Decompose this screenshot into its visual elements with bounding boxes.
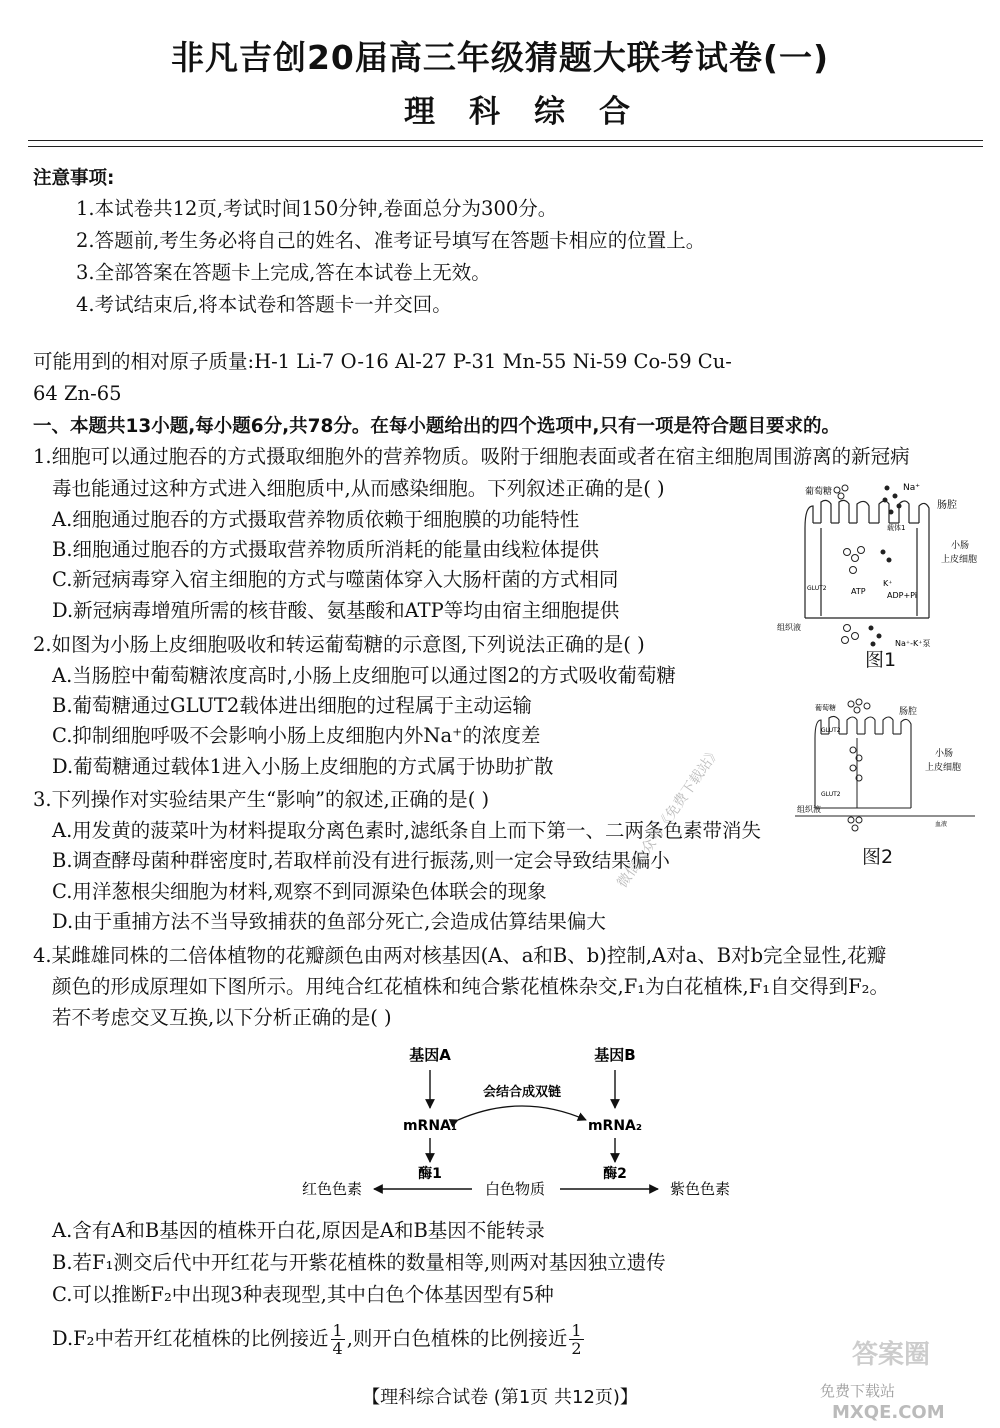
q4-stem-cont2: 若不考虑交叉互换,以下分析正确的是( ) [52, 1006, 392, 1029]
notice-heading: 注意事项: [33, 168, 115, 189]
fig2-glucose-label: 葡萄糖 [815, 704, 836, 712]
fig1-tissue-label: 组织液 [777, 623, 801, 632]
q2-option-a: A.当肠腔中葡萄糖浓度高时,小肠上皮细胞可以通过图2的方式吸收葡萄糖 [52, 664, 676, 687]
q3-option-b: B.调查酵母菌种群密度时,若取样前没有进行振荡,则一定会导致结果偏小 [52, 849, 670, 872]
q3-option-c: C.用洋葱根尖细胞为材料,观察不到同源染色体联会的现象 [52, 880, 547, 903]
q4-option-d-text2: ,则开白色植株的比例接近 [346, 1327, 568, 1350]
watermark-logo-text: 答案圈 [852, 1340, 931, 1370]
notice-item: 4.考试结束后,将本试卷和答题卡一并交回。 [76, 293, 452, 316]
gene-b-label: 基因B [594, 1046, 636, 1064]
q4-option-b: B.若F₁测交后代中开红花与开紫花植株的数量相等,则两对基因独立遗传 [52, 1251, 666, 1274]
fig1-glut2-label: GLUT2 [807, 585, 827, 592]
fig2-glut-bottom-label: GLUT2 [821, 791, 841, 798]
fraction-one-quarter [331, 1322, 345, 1357]
exam-subtitle: 理科综合 [404, 94, 664, 130]
fig2-tissue-label: 组织液 [797, 805, 821, 814]
fraction-numerator: 1 [571, 1321, 582, 1340]
q4-option-d-text1: D.F₂中若开红花植株的比例接近 [52, 1327, 329, 1350]
q4-option-a: A.含有A和B基因的植株开白花,原因是A和B基因不能转录 [52, 1219, 545, 1242]
exam-title: 非凡吉创20届高三年级猜题大联考试卷(一) [170, 38, 830, 77]
atomic-masses-line2: 64 Zn-65 [33, 382, 122, 405]
fig2-cell-label2: 上皮细胞 [925, 763, 962, 773]
q2-option-b: B.葡萄糖通过GLUT2载体进出细胞的过程属于主动运输 [52, 694, 532, 717]
notice-item: 2.答题前,考生务必将自己的姓名、准考证号填写在答题卡相应的位置上。 [76, 229, 706, 252]
purple-pigment-label: 紫色色素 [669, 1180, 731, 1198]
figure-1-diagram [775, 478, 985, 650]
fig2-lumen-label: 肠腔 [899, 707, 918, 717]
q2-option-c: C.抑制细胞呼吸不会影响小肠上皮细胞内外Na⁺的浓度差 [52, 724, 541, 747]
atomic-masses-line1: 可能用到的相对原子质量:H-1 Li-7 O-16 Al-27 P-31 Mn-55 Ni-59 Co-59 Cu- [33, 350, 732, 373]
gene-pathway-diagram [280, 1040, 750, 1210]
figure-2-diagram [795, 698, 975, 833]
figure-1-caption: 图1 [865, 649, 897, 671]
fig1-na-ions [869, 486, 902, 647]
notice-item: 3.全部答案在答题卡上完成,答在本试卷上无效。 [76, 261, 491, 284]
q1-option-d: D.新冠病毒增殖所需的核苷酸、氨基酸和ATP等均由宿主细胞提供 [52, 599, 620, 622]
q3-stem: 3.下列操作对实验结果产生“影响”的叙述,正确的是( ) [33, 788, 490, 811]
fig2-cell-label1: 小肠 [935, 749, 954, 759]
fig2-glut-top-label: GLUT2 [821, 727, 841, 734]
enzyme2-label: 酶2 [603, 1166, 627, 1182]
white-substance-label: 白色物质 [484, 1180, 546, 1198]
q4-option-d [52, 1322, 586, 1357]
header-rule-bottom [28, 146, 983, 147]
notice-item: 1.本试卷共12页,考试时间150分钟,卷面总分为300分。 [76, 197, 558, 220]
fraction-denominator: 4 [332, 1339, 343, 1358]
fig1-cell-label1: 小肠 [951, 541, 970, 551]
fig1-adp-label: ADP+Pi [887, 591, 918, 600]
q4-stem-cont: 颜色的形成原理如下图所示。用纯合红花植株和纯合紫花植株杂交,F₁为白花植株,F₁自交得到F₂。 [52, 975, 889, 998]
watermark-sub-text: 免费下载站 [820, 1382, 896, 1400]
fraction-one-half [569, 1322, 583, 1357]
fig1-k-label: K⁺ [883, 579, 893, 588]
q4-option-c: C.可以推断F₂中出现3种表现型,其中白色个体基因型有5种 [52, 1283, 554, 1306]
watermark-url: MXQE.COM [832, 1402, 945, 1423]
fig2-blood-label: 血液 [935, 821, 948, 828]
section-heading: 一、本题共13小题,每小题6分,共78分。在每小题给出的四个选项中,只有一项是符合题目要求的。 [33, 416, 840, 437]
mrna1-label: mRNA₁ [402, 1118, 458, 1134]
page-footer: 【理科综合试卷 (第1页 共12页)】 [362, 1387, 638, 1408]
q1-stem: 1.细胞可以通过胞吞的方式摄取细胞外的营养物质。吸附于细胞表面或者在宿主细胞周围游离的新冠病 [33, 445, 910, 468]
q2-option-d: D.葡萄糖通过载体1进入小肠上皮细胞的方式属于协助扩散 [52, 755, 554, 778]
fig1-na-label: Na⁺ [903, 483, 920, 493]
gene-a-label: 基因A [409, 1046, 451, 1064]
q3-option-a: A.用发黄的菠菜叶为材料提取分离色素时,滤纸条自上而下第一、二两条色素带消失 [52, 819, 761, 842]
fig1-glucose-label: 葡萄糖 [805, 487, 833, 497]
q1-option-c: C.新冠病毒穿入宿主细胞的方式与噬菌体穿入大肠杆菌的方式相同 [52, 568, 619, 591]
mrna2-label: mRNA₂ [587, 1118, 643, 1134]
figure-2-caption: 图2 [862, 846, 894, 868]
enzyme1-label: 酶1 [418, 1166, 442, 1182]
q3-option-d: D.由于重捕方法不当导致捕获的鱼部分死亡,会造成估算结果偏大 [52, 910, 606, 933]
fig1-cell-label2: 上皮细胞 [941, 555, 978, 565]
q4-stem: 4.某雌雄同株的二倍体植物的花瓣颜色由两对核基因(A、a和B、b)控制,A对a、B对b完全显性,花瓣 [33, 944, 887, 967]
q2-stem: 2.如图为小肠上皮细胞吸收和转运葡萄糖的示意图,下列说法正确的是( ) [33, 633, 645, 656]
header-rule-top [28, 140, 983, 141]
bind-label: 会结合成双链 [482, 1085, 562, 1100]
q1-option-a: A.细胞通过胞吞的方式摄取营养物质依赖于细胞膜的功能特性 [52, 508, 580, 531]
red-pigment-label: 红色色素 [301, 1180, 363, 1198]
fig1-lumen-label: 肠腔 [937, 500, 957, 511]
binding-arc [458, 1106, 586, 1120]
fig1-microvilli [805, 500, 929, 618]
q1-option-b: B.细胞通过胞吞的方式摄取营养物质所消耗的能量由线粒体提供 [52, 538, 600, 561]
fraction-denominator: 2 [571, 1339, 582, 1358]
side-watermark: 微信公众号《免费下载站》 [614, 744, 724, 891]
fig1-pump-label: Na⁺-K⁺泵 [895, 639, 931, 648]
fig1-atp-label: ATP [851, 587, 866, 596]
q1-stem-cont: 毒也能通过这种方式进入细胞质中,从而感染细胞。下列叙述正确的是( ) [52, 477, 665, 500]
fig1-carrier1-label: 载体1 [887, 524, 906, 532]
fraction-numerator: 1 [332, 1321, 343, 1340]
